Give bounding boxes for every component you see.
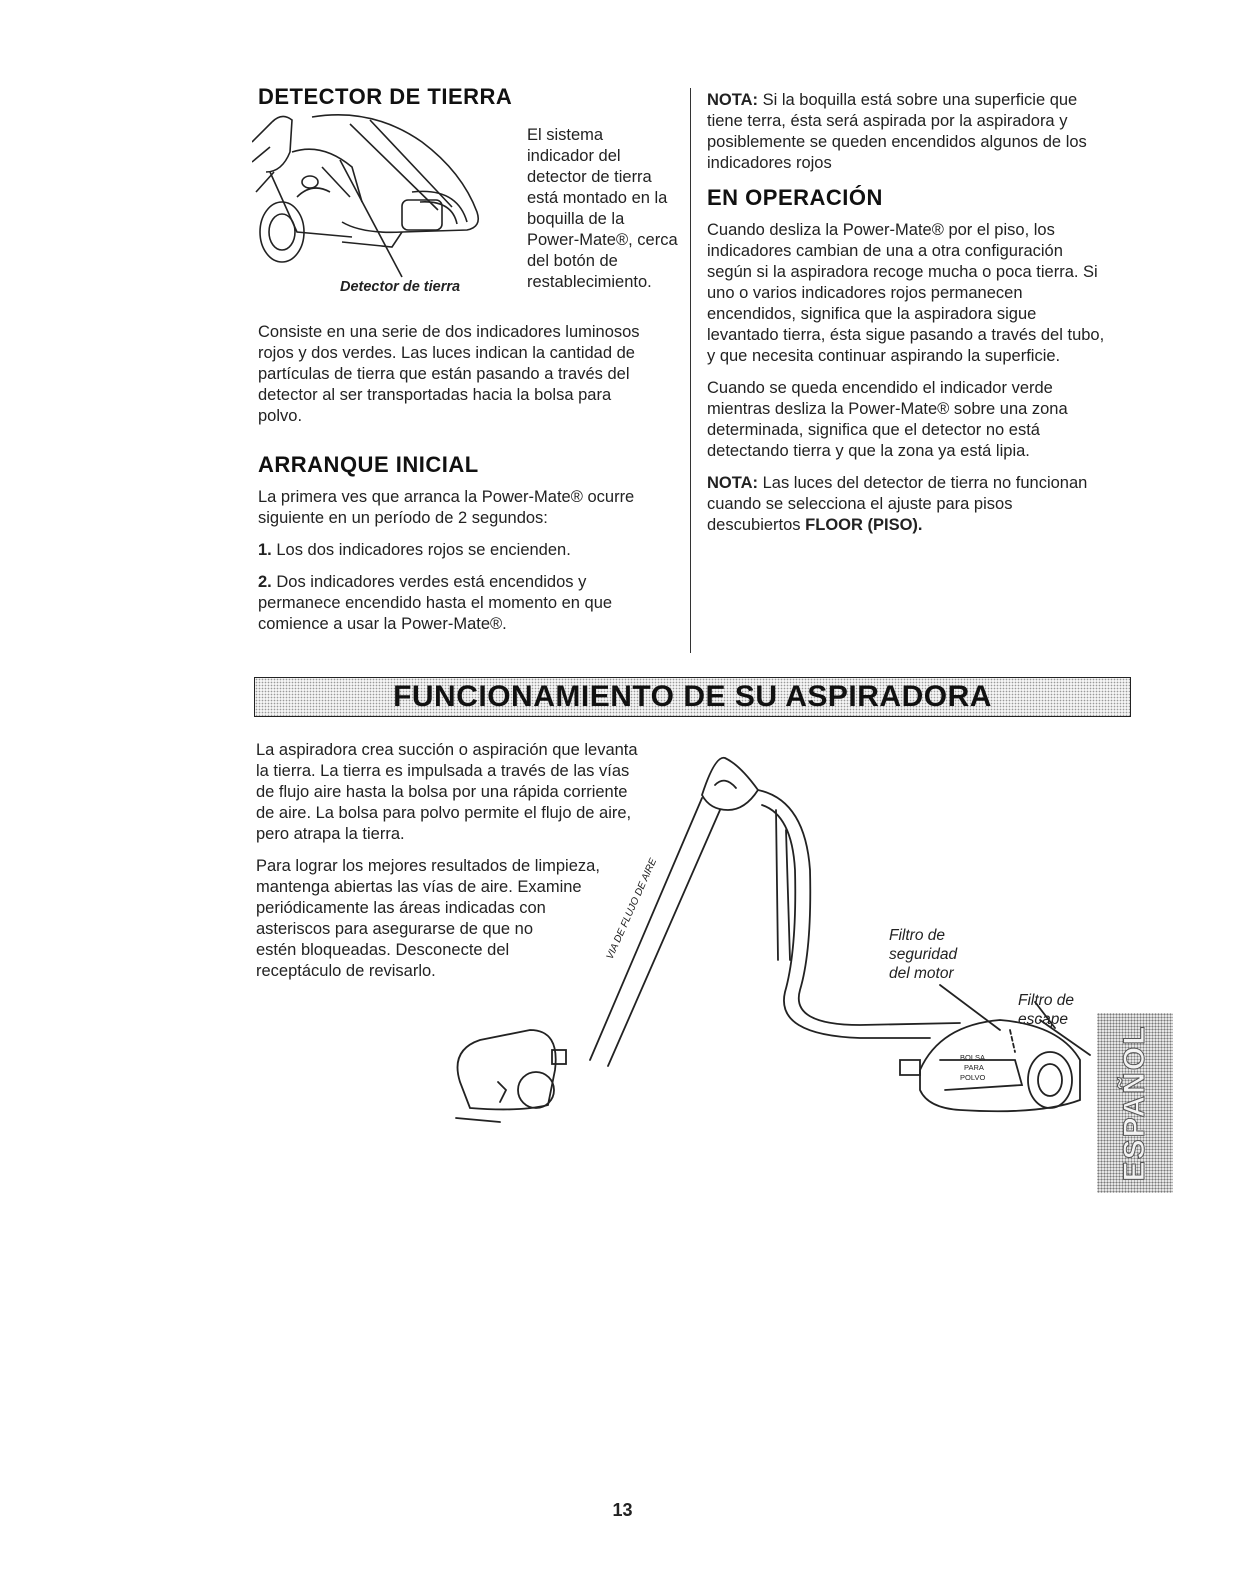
text-line: Consiste en una serie de dos indicadores luminosos [258, 323, 640, 341]
step-text: Los dos indicadores rojos se encienden. [276, 541, 571, 559]
text-line: Para lograr los mejores resultados de limpieza, [256, 857, 600, 875]
powermate-nozzle-illustration [252, 112, 512, 287]
floor-setting-label: FLOOR (PISO). [805, 516, 923, 534]
language-tab-label: ESPAÑOL [1118, 1024, 1151, 1182]
wand [590, 798, 702, 1060]
text-line: estén bloqueadas. Desconecte del [256, 941, 510, 959]
step-number: 2. [258, 573, 272, 591]
text-line: La primera ves que arranca la Power-Mate® ocurre [258, 488, 635, 506]
powermate-body [458, 1030, 556, 1109]
column-divider [690, 88, 691, 653]
step-2 [258, 572, 688, 635]
motor-filter-label [889, 926, 957, 983]
exhaust-filter-label [1018, 991, 1074, 1029]
text-line: rojos y dos verdes. Las luces indican la cantidad de [258, 344, 635, 362]
operacion-body [707, 220, 1132, 547]
detector-side-text [527, 125, 687, 293]
detector-side-line: restablecimiento. [527, 273, 652, 291]
text-line: levantado tierra, ésta sigue pasando a través del tubo, [707, 326, 1105, 344]
detector-side-line: El sistema [527, 126, 604, 144]
section-banner [254, 677, 1131, 717]
text-line: tiene terra, ésta será aspirada por la aspiradora y [707, 112, 1068, 130]
text-line: indicadores rojos [707, 154, 832, 172]
text-line: indicadores cambian de una a otra configuración [707, 242, 1063, 260]
label-line: escape [1018, 1011, 1068, 1028]
text-line: pero atrapa la tierra. [256, 825, 405, 843]
text-line: receptáculo de revisarlo. [256, 962, 436, 980]
text-line: mientras desliza la Power-Mate® sobre una zona [707, 400, 1068, 418]
text-line: y que necesita continuar aspirando la superficie. [707, 347, 1061, 365]
detector-side-line: indicador del [527, 147, 621, 165]
text-line: permanece encendido hasta el momento en que [258, 594, 613, 612]
page-number: 13 [612, 1500, 633, 1520]
text-line: Las luces del detector de tierra no funcionan [762, 474, 1088, 492]
bag-label-line: PARA [964, 1063, 984, 1072]
text-line: detectando tierra y que la zona ya está lipia. [707, 442, 1030, 460]
airflow-path-label: VIA DE FLUJO DE AIRE [604, 856, 660, 962]
arranque-heading: ARRANQUE INICIAL [258, 452, 479, 477]
text-line: siguiente en un período de 2 segundos: [258, 509, 548, 527]
operacion-heading: EN OPERACIÓN [707, 185, 883, 210]
text-line: Si la boquilla está sobre una superficie que [762, 91, 1078, 109]
text-line: detector al ser transportadas hacia la bolsa para [258, 386, 612, 404]
nota2-paragraph [707, 473, 1132, 536]
detector-side-line: boquilla de la [527, 210, 625, 228]
detector-side-line: está montado en la [527, 189, 668, 207]
nota-label: NOTA: [707, 91, 759, 109]
text-line: Cuando desliza la Power-Mate® por el piso, los [707, 221, 1055, 239]
vacuum-airflow-diagram [440, 730, 1100, 1140]
consiste-paragraph [258, 322, 688, 427]
bag-label-line: POLVO [960, 1073, 986, 1082]
language-tab [1097, 1013, 1173, 1193]
text-line: Cuando se queda encendido el indicador verde [707, 379, 1053, 397]
text-line: de flujo aire hasta la bolsa por una rápida corriente [256, 783, 628, 801]
handle-grip [702, 758, 758, 810]
detector-side-line: detector de tierra [527, 168, 652, 186]
text-line: comience a usar la Power-Mate®. [258, 615, 507, 633]
label-line: Filtro de [889, 927, 945, 944]
detector-heading: DETECTOR DE TIERRA [258, 84, 513, 109]
label-line: del motor [889, 965, 954, 982]
nota-label: NOTA: [707, 474, 759, 492]
text-line: uno o varios indicadores rojos permanecen [707, 284, 1023, 302]
bag-label-line: BOLSA [960, 1053, 986, 1062]
text-line: encendidos, significa que la aspiradora sigue [707, 305, 1037, 323]
text-line: cuando se selecciona el ajuste para pisos [707, 495, 1013, 513]
detector-caption: Detector de tierra [340, 279, 461, 295]
step-number: 1. [258, 541, 272, 559]
text-line: partículas de tierra que están pasando a través del [258, 365, 630, 383]
detector-side-line: Power-Mate®, cerca [527, 231, 678, 249]
text-line: de aire. La bolsa para polvo permite el flujo de aire, [256, 804, 632, 822]
label-line: seguridad [889, 946, 958, 963]
text-line: asteriscos para asegurarse de que no [256, 920, 534, 938]
text-line: según si la aspiradora recoge mucha o poca tierra. Si [707, 263, 1098, 281]
text-line: Dos indicadores verdes está encendidos y [276, 573, 587, 591]
text-line: mantenga abiertas las vías de aire. Examine [256, 878, 582, 896]
text-line: determinada, significa que el detector no está [707, 421, 1040, 439]
text-line: periódicamente las áreas indicadas con [256, 899, 546, 917]
text-line: posiblemente se queden encendidos algunos de los [707, 133, 1087, 151]
detector-side-line: del botón de [527, 252, 618, 270]
label-line: Filtro de [1018, 992, 1074, 1009]
arranque-body [258, 487, 688, 646]
banner-title: FUNCIONAMIENTO DE SU ASPIRADORA [393, 680, 992, 713]
text-line: descubiertos [707, 516, 801, 534]
text-line: polvo. [258, 407, 303, 425]
step-1 [258, 540, 688, 561]
text-line: la tierra. La tierra es impulsada a través de las vías [256, 762, 630, 780]
text-line: La aspiradora crea succión o aspiración que levanta [256, 741, 638, 759]
nota1-paragraph [707, 90, 1127, 174]
